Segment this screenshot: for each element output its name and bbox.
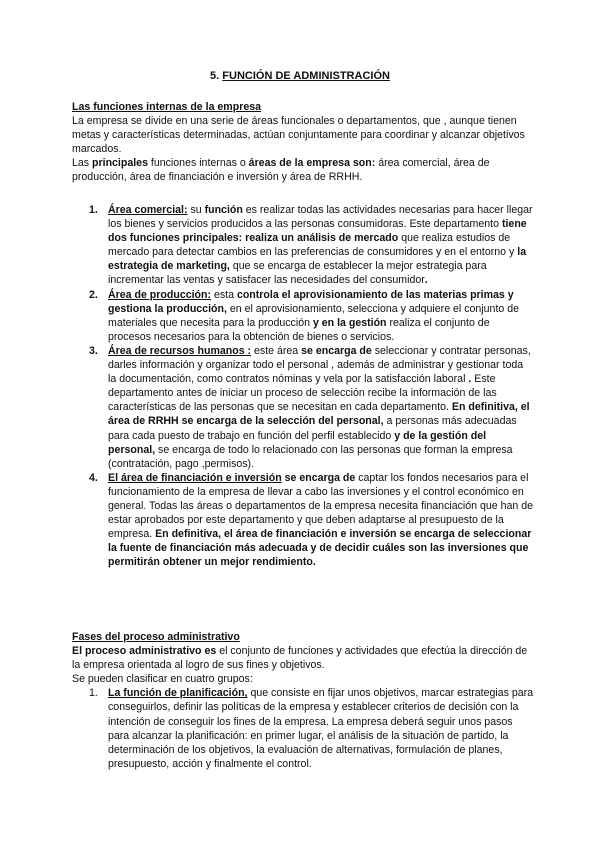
- section-heading: Las funciones internas de la empresa: [72, 101, 261, 113]
- item-heading: Área de recursos humanos :: [108, 344, 252, 357]
- list-number: 2.: [89, 288, 98, 301]
- bold-span: áreas de la empresa son:: [248, 157, 376, 170]
- bold-span: .: [468, 373, 472, 386]
- bold-span: En definitiva, el área de RRHH se encarga de la selección del personal,: [108, 401, 530, 428]
- bold-span: El proceso administrativo es: [72, 645, 217, 658]
- list-item: [72, 686, 534, 771]
- text-span: que realiza estudios de mercado para detectar cambios en las preferencias de consumidores y en el entorno y: [108, 232, 518, 259]
- process-paragraph: [72, 644, 534, 672]
- list-number: 1.: [89, 204, 98, 216]
- phases-list: [72, 686, 534, 771]
- bold-span: controla el aprovisionamiento de las materias primas y gestiona la producción,: [108, 288, 514, 315]
- section-heading: Fases del proceso administrativo: [72, 631, 240, 643]
- bold-span: y de la gestión del personal,: [108, 429, 487, 456]
- list-item: [72, 203, 534, 288]
- bold-span: función: [204, 204, 243, 216]
- item-heading: El área de financiación e inversión: [108, 471, 282, 484]
- text-span: funciones internas o: [147, 157, 249, 170]
- page-title: [0, 70, 600, 82]
- section-internal-functions: [72, 100, 534, 185]
- bold-span: la estrategia de marketing,: [108, 246, 527, 273]
- item-heading: Área de producción:: [108, 288, 212, 301]
- text-span: Este departamento antes de iniciar un proceso de selección recibe la información de las características de las personas que se necesitan en cada departamento.: [108, 373, 497, 414]
- groups-paragraph: Se pueden clasificar en cuatro grupos:: [72, 673, 253, 686]
- text-span: realiza el conjunto de procesos necesarios para la obtención de bienes o servicios.: [108, 316, 490, 343]
- list-number: 1.: [89, 687, 98, 700]
- bold-span: principales: [92, 157, 148, 170]
- list-item: [72, 288, 534, 344]
- text-span: es realizar todas las actividades necesarias para hacer llegar los bienes y servicios producidos a las personas consumidoras. Este departamento: [108, 204, 533, 231]
- text-span: su: [187, 204, 205, 216]
- text-span: que se encarga de establecer la mejor estrategia para incrementar las ventas y satisfacer las necesidades del consumidor: [108, 260, 487, 287]
- list-number: 3.: [89, 344, 98, 357]
- list-item: [72, 471, 534, 570]
- bold-span: tiene dos funciones principales: realiza un análisis de mercado: [108, 218, 527, 245]
- text-span: este área: [251, 344, 302, 357]
- text-span: captar los fondos necesarios para el funcionamiento de la empresa de llevar a cabo las inversiones y el control económico en general. Todas las áreas o departamentos de la empresa necesita financiación que han de estar aprobados por este departamento y que deben adaptarse al presupuesto de la empresa.: [108, 471, 534, 541]
- list-number: 4.: [89, 471, 98, 484]
- text-span: a personas más adecuadas para cada puesto de trabajo en función del perfil establecido: [108, 415, 517, 442]
- text-span: que consiste en fijar unos objetivos, marcar estrategias para conseguirlos, definir las políticas de la empresa y establecer criterios de decisión con la intención de conseguir los fines de la empresa. La empresa deberá seguir unos pasos para alcanzar la planificación: en primer lugar, el análisis de la situación de partido, la determinación de los objetivos, la evaluación de alternativas, formulación de planes, presupuesto, acción y finalmente el control.: [108, 687, 534, 770]
- item-heading: Área comercial:: [108, 204, 188, 216]
- text-span: el conjunto de funciones y actividades que efectúa la dirección de la empresa orientada al logro de sus fines y objetivos.: [72, 645, 528, 672]
- text-span: seleccionar y contratar personas, darles información y organizar todo el personal , además de administrar y gestionar toda la documentación, como contratos nóminas y vela por la satisfacción laboral: [108, 344, 531, 386]
- text-span: esta: [211, 288, 237, 301]
- bold-span: se encarga de: [281, 471, 356, 484]
- areas-list-block: [72, 203, 534, 569]
- bold-span: se encarga de: [301, 344, 372, 357]
- text-span: área comercial, área de producción, área de financiación e inversión y área de RRHH.: [72, 157, 490, 184]
- bold-span: .: [424, 274, 428, 287]
- section-phases: [72, 630, 534, 771]
- title-number: 5.: [210, 70, 220, 82]
- title-text: FUNCIÓN DE ADMINISTRACIÓN: [222, 70, 390, 82]
- text-span: Las: [72, 157, 93, 170]
- text-span: se encarga de todo lo relacionado con las personas que forman la empresa (contratación, pago ,permisos).: [108, 443, 513, 470]
- bold-span: y en la gestión: [312, 316, 387, 329]
- list-item: [72, 344, 534, 471]
- areas-list: [72, 203, 534, 569]
- intro-paragraph: La empresa se divide en una serie de áreas funcionales o departamentos, que , aunque tienen metas y características determinadas, actúan conjuntamente para coordinar y alcanzar objetivos marcados.: [72, 115, 525, 156]
- item-heading: La función de planificación,: [108, 687, 248, 700]
- bold-span: En definitiva, el área de financiación e inversión se encarga de seleccionar la fuente de financiación más adecuada y de decidir cuáles son las inversiones que permitirán obtener un mejor rendimiento.: [108, 528, 532, 569]
- text-span: en el aprovisionamiento, selecciona y adquiere el conjunto de materiales que necesita para la producción: [108, 302, 520, 329]
- areas-paragraph: [72, 156, 534, 184]
